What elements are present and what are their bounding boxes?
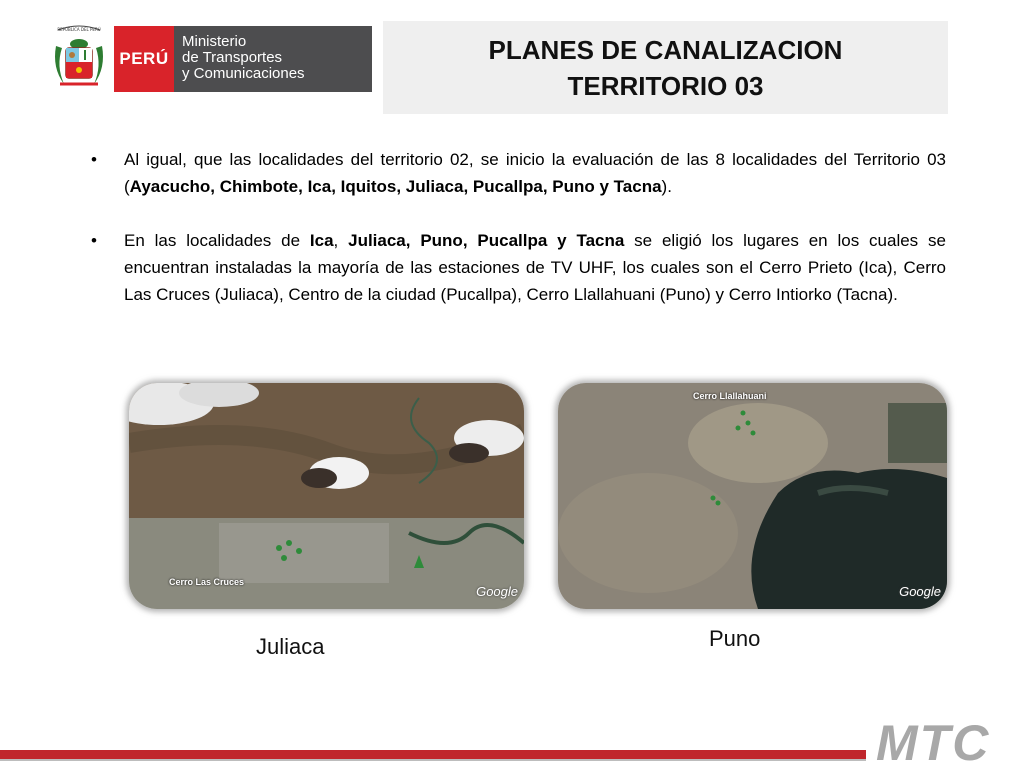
peru-badge [114, 26, 174, 92]
google-watermark: Google [476, 584, 518, 599]
juliaca-satellite-map [129, 383, 524, 609]
map-place-label: Cerro Las Cruces [169, 577, 245, 587]
puno-caption: Puno [709, 626, 761, 651]
bullet-1-bold: Ayacucho, Chimbote, Ica, Iquitos, Juliaca, Pucallpa, Puno y Tacna [129, 177, 662, 196]
juliaca-caption: Juliaca [256, 634, 325, 659]
bullet-2-text-a: En las localidades de [124, 231, 310, 250]
mtc-logo: MTC [876, 715, 991, 771]
title-line-1: PLANES DE CANALIZACION [488, 34, 843, 65]
puno-satellite-map [558, 383, 947, 609]
ministry-line-1: Ministerio [182, 33, 247, 50]
bullet-1-text: Al igual, que las localidades del territorio 02, se inicio la evaluación de las 8 localidades del Territorio 03 ( [124, 150, 946, 196]
google-watermark: Google [899, 584, 941, 599]
bullet-2-text-b: , [333, 231, 349, 250]
ministry-line-3: y Comunicaciones [182, 65, 305, 82]
ministry-line-2: de Transportes [182, 49, 283, 66]
ministry-logo [50, 24, 372, 92]
bullet-dot-icon: • [91, 231, 97, 250]
bullet-item-2 [88, 227, 946, 308]
footer-red-bar [0, 750, 866, 759]
peru-text: PERÚ [119, 49, 169, 68]
bullet-dot-icon: • [91, 150, 97, 169]
svg-text:REPÚBLICA DEL PERÚ: REPÚBLICA DEL PERÚ [57, 27, 101, 32]
bullet-2-bold-a: Ica [309, 231, 334, 250]
bullet-list [88, 146, 946, 335]
title-line-2: TERRITORIO 03 [567, 70, 764, 101]
map-place-label: Cerro Llallahuani [693, 391, 767, 401]
ministry-name [174, 26, 372, 92]
slide-title [383, 21, 948, 114]
footer-gray-bar [0, 759, 866, 761]
bullet-item-1 [88, 146, 946, 200]
bullet-1-end: ). [661, 177, 672, 196]
coat-of-arms-icon [50, 24, 108, 92]
bullet-2-bold-b: Juliaca, Puno, Pucallpa y Tacna [348, 231, 625, 250]
bullet-2-text-c: se eligió los lugares en los cuales se encuentran instaladas la mayoría de las estaciones de TV UHF, los cuales son el Cerro Prieto (Ica), Cerro Las Cruces (Juliaca), Centro de la ciudad (Pucallpa), Cerro Llallahuani (Puno) y Cerro Intiorko (Tacna). [124, 231, 946, 304]
